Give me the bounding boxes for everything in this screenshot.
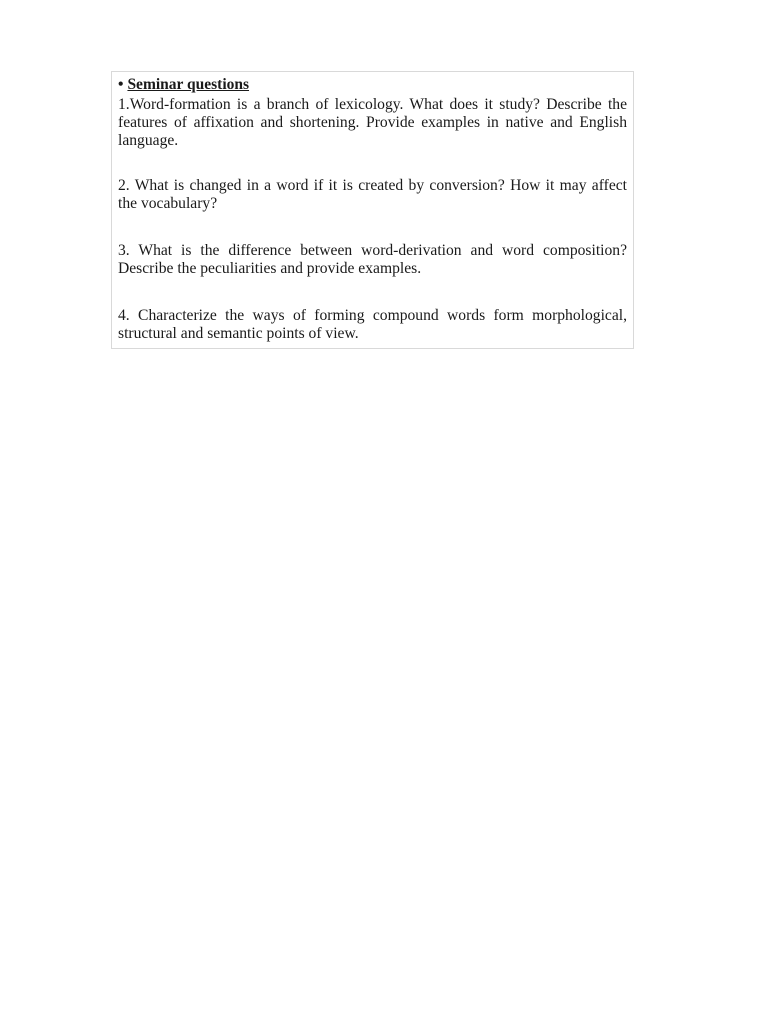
- bullet-icon: •: [118, 76, 124, 93]
- heading-text: Seminar questions: [127, 76, 250, 93]
- question-2: 2. What is changed in a word if it is created by conversion? How it may affect the vocabulary?: [118, 177, 627, 212]
- question-3: 3. What is the difference between word-derivation and word composition? Describe the peculiarities and provide examples.: [118, 242, 627, 277]
- section-heading: [118, 76, 627, 94]
- question-1: 1.Word-formation is a branch of lexicology. What does it study? Describe the features of affixation and shortening. Provide examples in native and English language.: [118, 96, 627, 149]
- seminar-questions-card: [111, 71, 634, 349]
- question-4: 4. Characterize the ways of forming compound words form morphological, structural and semantic points of view.: [118, 307, 627, 342]
